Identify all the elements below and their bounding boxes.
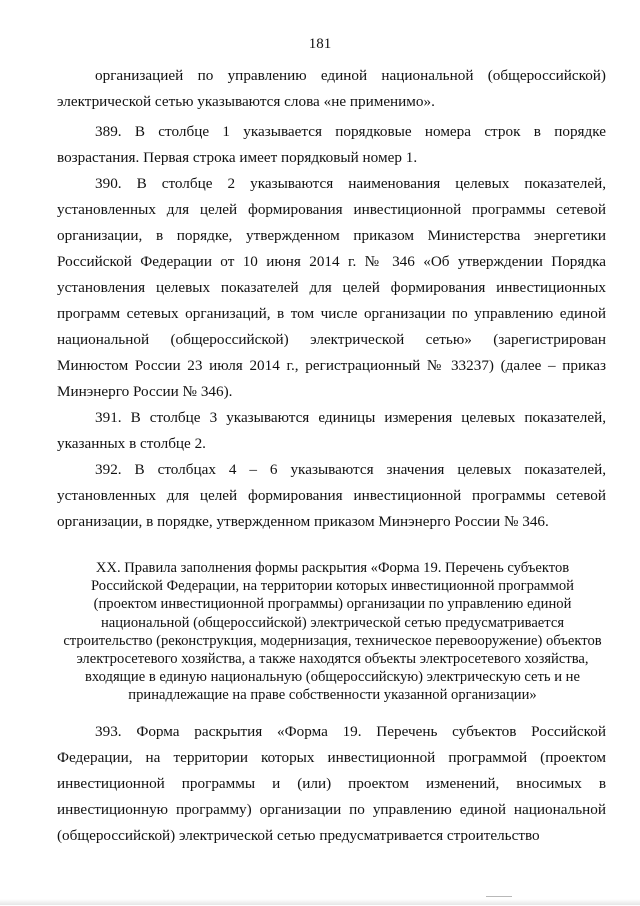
page-number: 181 <box>308 36 332 52</box>
paragraph-389: 389. В столбце 1 указывается порядковые номера строк в порядке возрастания. Первая строка имеет порядковый номер 1. <box>57 123 606 166</box>
paragraph-391: 391. В столбце 3 указываются единицы измерения целевых показателей, указанных в столбце 2. <box>57 409 606 452</box>
scan-bottom-edge <box>0 899 640 905</box>
paragraph-390: 390. В столбце 2 указываются наименования целевых показателей, установленных для целей формирования инвестиционной программы сетевой организации, в порядке, утвержденном приказом Министерства энергетики Российской Федерации от 10 июня 2014 г. № 346 «Об утверждении Порядка установления целевых показателей для целей формирования инвестиционных программ сетевых организаций, в том числе организации по управлению единой национальной (общероссийской) электрической сетью» (зарегистрирован Минюстом России 23 июля 2014 г., регистрационный № 33237) (далее – приказ Минэнерго России № 346). <box>57 175 606 400</box>
paragraph-392: 392. В столбцах 4 – 6 указываются значения целевых показателей, установленных для целей формирования инвестиционной программы сетевой организации, в порядке, утвержденном приказом Минэнерго России № 346. <box>57 461 606 530</box>
paragraph-continuation: организацией по управлению единой национальной (общероссийской) электрической сетью указываются слова «не применимо». <box>57 67 606 110</box>
section-heading-xx: XX. Правила заполнения формы раскрытия «Форма 19. Перечень субъектов Российской Федерации, на территории которых инвестиционной программой (проектом инвестиционной программы) организации по управлению единой национальной (общероссийской) электрической сетью предусматривается строительство (реконструкция, модернизация, техническое перевооружение) объектов электросетевого хозяйства, а также находятся объекты электросетевого хозяйства, входящие в единую национальную (общероссийскую) электрическую сеть и не принадлежащие на праве собственности указанной организации» <box>63 560 602 704</box>
paragraph-393: 393. Форма раскрытия «Форма 19. Перечень субъектов Российской Федерации, на территории которых инвестиционной программой (проектом инвестиционной программы и (или) проектом изменений, вносимых в инвестиционную программу) организации по управлению единой национальной (общероссийской) электрической сетью предусматривается строительство <box>57 723 606 844</box>
